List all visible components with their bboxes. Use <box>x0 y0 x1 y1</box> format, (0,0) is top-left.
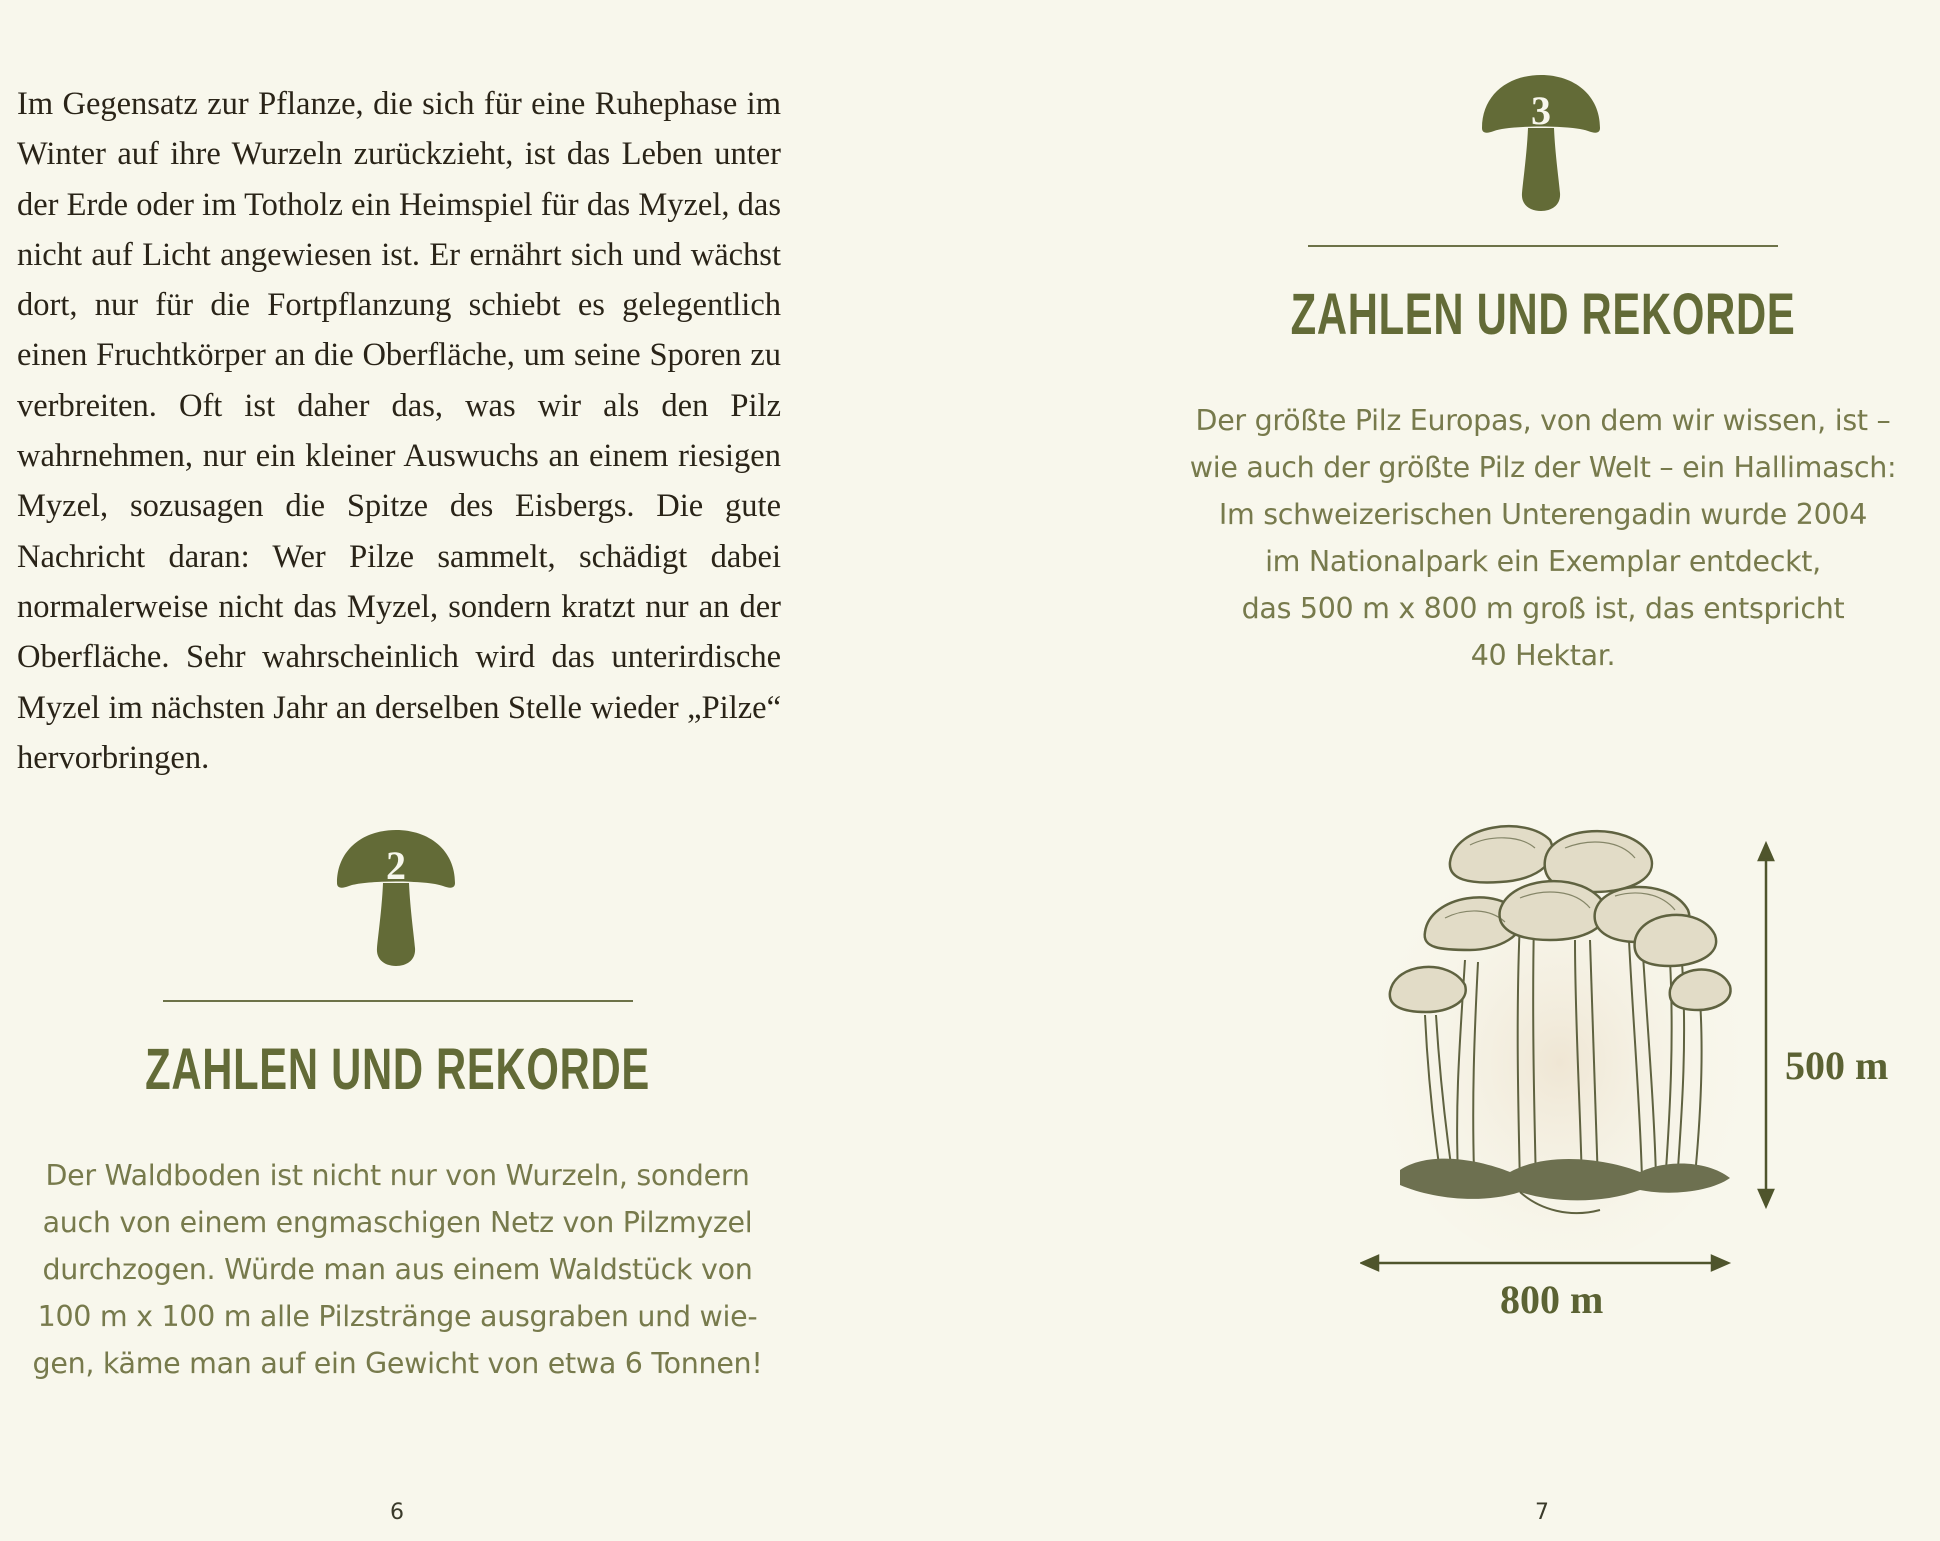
info-line: Im schweizerischen Unterengadin wurde 2004 <box>1218 498 1868 531</box>
info-line: das 500 m x 800 m groß ist, das entspricht <box>1241 592 1845 625</box>
mushroom-number-badge <box>335 828 465 968</box>
divider-line <box>1308 245 1778 247</box>
dimension-arrows <box>1360 840 1780 1280</box>
section-heading: ZAHLEN UND REKORDE <box>145 1037 650 1102</box>
badge-number: 3 <box>1531 88 1551 133</box>
body-paragraph: Im Gegensatz zur Pflanze, die sich für eine Ruhephase im Winter auf ihre Wurzeln zurückzieht, ist das Leben unter der Erde oder im Totholz ein Heimspiel für das Myzel, das nicht auf Licht angewiesen ist. Er ernährt sich und wächst dort, nur für die Fortpflanzung schiebt es gelegentlich einen Fruchtkörper an die Oberfläche, um seine Sporen zu verbreiten. Oft ist daher das, was wir als den Pilz wahrnehmen, nur ein kleiner Auswuchs an einem riesigen Myzel, sozusagen die Spitze des Eisbergs. Die gute Nachricht daran: Wer Pilze sammelt, schädigt dabei normalerweise nicht das Myzel, sondern kratzt nur an der Oberfläche. Sehr wahrscheinlich wird das unterirdische Myzel im nächsten Jahr an derselben Stelle wieder „Pilze“ hervorbringen. <box>17 86 781 776</box>
info-line: Der Waldboden ist nicht nur von Wurzeln, sondern <box>45 1159 750 1192</box>
info-line: auch von einem engmaschigen Netz von Pilzmyzel <box>42 1206 753 1239</box>
info-block <box>1143 397 1940 679</box>
right-page <box>970 0 1940 1541</box>
info-line: Der größte Pilz Europas, von dem wir wissen, ist – <box>1195 404 1891 437</box>
info-block <box>0 1152 795 1387</box>
info-line: 40 Hektar. <box>1470 639 1616 672</box>
info-line: im Nationalpark ein Exemplar entdeckt, <box>1265 545 1821 578</box>
mushroom-number-badge <box>1480 73 1610 213</box>
info-line: 100 m x 100 m alle Pilzstränge ausgraben und wie- <box>37 1300 758 1333</box>
divider-line <box>163 1000 633 1002</box>
height-dimension-label: 500 m <box>1785 1043 1889 1088</box>
badge-number: 2 <box>386 843 406 888</box>
info-line: wie auch der größte Pilz der Welt – ein Hallimasch: <box>1189 451 1897 484</box>
page-number: 7 <box>1535 1500 1549 1525</box>
info-line: durchzogen. Würde man aus einem Waldstück von <box>42 1253 753 1286</box>
section-heading: ZAHLEN UND REKORDE <box>1290 282 1796 347</box>
page-number: 6 <box>390 1500 404 1525</box>
width-dimension-label: 800 m <box>1500 1277 1604 1322</box>
info-line: gen, käme man auf ein Gewicht von etwa 6 Tonnen! <box>32 1347 763 1380</box>
